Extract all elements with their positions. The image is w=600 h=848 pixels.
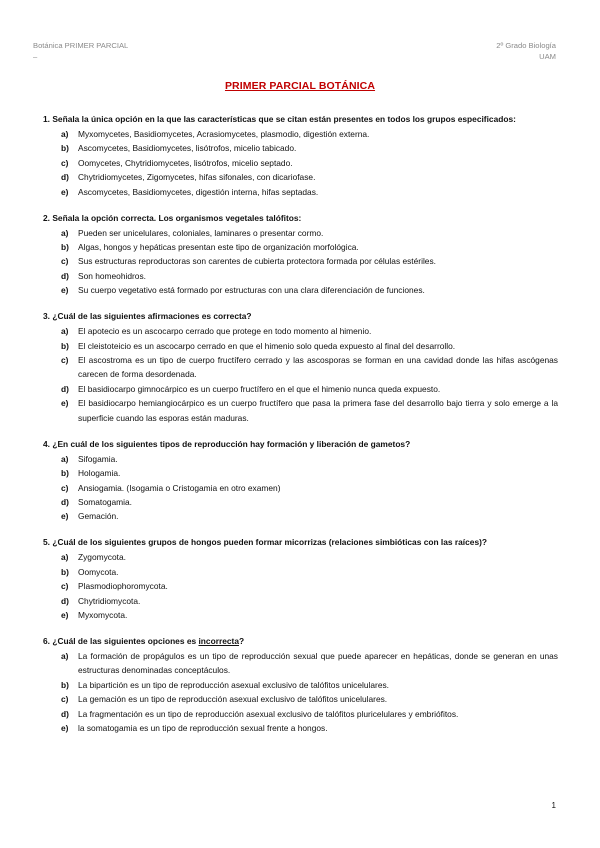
option-item <box>43 452 558 466</box>
page-number: 1 <box>551 801 556 810</box>
option-item <box>43 382 558 396</box>
option-item <box>43 481 558 495</box>
option-list <box>43 649 558 735</box>
option-text: El basidiocarpo hemiangiocárpico es un cuerpo fructífero que pasa la primera fase del desarrollo bajo tierra y solo emerge a la superficie cuando las esporas están maduras. <box>78 398 558 423</box>
question-stem <box>43 635 558 647</box>
option-letter: d) <box>61 595 69 606</box>
option-letter: e) <box>61 609 69 620</box>
option-letter: c) <box>61 157 69 168</box>
option-letter: d) <box>61 383 69 394</box>
option-list <box>43 226 558 298</box>
option-item <box>43 170 558 184</box>
option-letter: a) <box>61 227 69 238</box>
option-letter: e) <box>61 511 69 522</box>
question-stem <box>43 438 558 450</box>
option-text: La fragmentación es un tipo de reproducción asexual exclusivo de talófitos pluricelulares y embriófitos. <box>78 708 459 719</box>
option-text: Chytridiomycota. <box>78 595 141 606</box>
option-text: Gemación. <box>78 511 119 522</box>
question-6 <box>43 635 558 735</box>
option-item <box>43 579 558 593</box>
option-text: Ansiogamia. (Isogamia o Cristogamia en otro examen) <box>78 482 281 493</box>
option-letter: e) <box>61 722 69 733</box>
option-item <box>43 649 558 678</box>
question-text: Señala la única opción en la que las características que se citan están presentes en todos los grupos especificados: <box>52 114 516 124</box>
option-letter: b) <box>61 340 69 351</box>
option-letter: e) <box>61 285 69 296</box>
option-item <box>43 127 558 141</box>
option-item <box>43 678 558 692</box>
option-letter: d) <box>61 270 69 281</box>
question-1 <box>43 113 558 199</box>
option-text: Su cuerpo vegetativo está formado por estructuras con una clara diferenciación de funciones. <box>78 285 425 296</box>
option-text: El basidiocarpo gimnocárpico es un cuerpo fructífero en el que el himenio nunca queda expuesto. <box>78 383 441 394</box>
option-item <box>43 353 558 382</box>
option-letter: b) <box>61 143 69 154</box>
option-item <box>43 396 558 425</box>
option-text: la somatogamia es un tipo de reproducción sexual frente a hongos. <box>78 722 328 733</box>
option-text: La gemación es un tipo de reproducción asexual exclusivo de talófitos unicelulares. <box>78 694 388 705</box>
question-3 <box>43 310 558 425</box>
question-5 <box>43 536 558 622</box>
option-letter: c) <box>61 355 69 366</box>
option-item <box>43 707 558 721</box>
option-letter: b) <box>61 679 69 690</box>
header-degree: 2º Grado Biología <box>496 41 556 50</box>
option-text: Sifogamia. <box>78 453 118 464</box>
option-text: El ascostroma es un tipo de cuerpo fructífero cerrado y las ascosporas se forman en una cavidad donde las hifas ascógenas carecen de forma desordenada. <box>78 355 558 380</box>
option-text: Plasmodiophoromycota. <box>78 581 168 592</box>
option-text: Sus estructuras reproductoras son carentes de cubierta protectora formada por células estériles. <box>78 256 436 267</box>
question-text: ¿Cuál de las siguientes opciones es <box>52 635 199 646</box>
option-list <box>43 324 558 425</box>
option-text: Myxomycetes, Basidiomycetes, Acrasiomycetes, plasmodio, digestión externa. <box>78 129 370 139</box>
option-text: Oomycota. <box>78 566 119 577</box>
option-letter: d) <box>61 496 69 507</box>
option-item <box>43 495 558 509</box>
question-number: 1. <box>43 114 50 124</box>
option-letter: c) <box>61 581 69 592</box>
option-letter: e) <box>61 186 69 197</box>
option-text: Zygomycota. <box>78 552 126 563</box>
option-text: Hologamia. <box>78 468 121 479</box>
question-stem <box>43 536 558 548</box>
question-text: ¿Cuál de los siguientes grupos de hongos pueden formar micorrizas (relaciones simbióticas con las raíces)? <box>52 537 488 548</box>
option-list <box>43 550 558 622</box>
option-text: La bipartición es un tipo de reproducción asexual exclusivo de talófitos unicelulares. <box>78 679 389 690</box>
running-header-left <box>33 40 128 62</box>
option-text: Ascomycetes, Basidiomycetes, lisótrofos, micelio tabicado. <box>78 143 297 154</box>
option-list <box>43 127 558 199</box>
question-number: 4. <box>43 438 50 449</box>
option-text: La formación de propágulos es un tipo de reproducción sexual que puede aparecer en hepáticas, donde se generan en unas estructuras denominadas conceptáculos. <box>78 650 558 676</box>
question-emphasis: incorrecta <box>198 635 239 646</box>
option-letter: c) <box>61 482 69 493</box>
question-text: ¿En cuál de los siguientes tipos de reproducción hay formación y liberación de gametos? <box>52 438 411 449</box>
question-stem <box>43 113 558 125</box>
option-item <box>43 594 558 608</box>
option-item <box>43 240 558 254</box>
option-letter: c) <box>61 256 69 267</box>
option-text: Chytridiomycetes, Zigomycetes, hifas sifonales, con dicariofase. <box>78 172 316 183</box>
page-title: PRIMER PARCIAL BOTÁNICA <box>224 80 376 92</box>
option-text: Algas, hongos y hepáticas presentan este tipo de organización morfológica. <box>78 242 359 253</box>
option-item <box>43 509 558 523</box>
option-item <box>43 254 558 268</box>
option-item <box>43 608 558 622</box>
option-text: El apotecio es un ascocarpo cerrado que protege en todo momento al himenio. <box>78 326 372 337</box>
option-item <box>43 141 558 155</box>
option-text: Ascomycetes, Basidiomycetes, digestión interna, hifas septadas. <box>78 186 319 197</box>
option-item <box>43 692 558 706</box>
question-4 <box>43 438 558 524</box>
running-header-right <box>496 40 556 62</box>
option-letter: b) <box>61 242 69 253</box>
question-text-end: ? <box>238 635 245 646</box>
question-number: 5. <box>43 537 50 548</box>
option-item <box>43 466 558 480</box>
option-letter: c) <box>61 694 69 705</box>
question-number: 3. <box>43 311 50 322</box>
option-item <box>43 324 558 338</box>
option-text: El cleistoteicio es un ascocarpo cerrado en que el himenio solo queda expuesto al final del desarrollo. <box>78 340 456 351</box>
question-text: Señala la opción correcta. Los organismos vegetales talófitos: <box>52 212 302 223</box>
question-2 <box>43 212 558 298</box>
option-letter: a) <box>61 453 69 464</box>
question-number: 2. <box>43 212 50 223</box>
option-item <box>43 339 558 353</box>
option-text: Somatogamia. <box>78 496 132 507</box>
option-text: Myxomycota. <box>78 609 128 620</box>
option-item <box>43 721 558 735</box>
option-text: Pueden ser unicelulares, coloniales, laminares o presentar cormo. <box>78 227 324 238</box>
question-list <box>43 113 558 748</box>
option-letter: a) <box>61 129 69 139</box>
option-letter: a) <box>61 650 69 661</box>
option-letter: d) <box>61 708 69 719</box>
option-item <box>43 185 558 199</box>
option-letter: a) <box>61 326 69 337</box>
option-letter: b) <box>61 468 69 479</box>
option-item <box>43 156 558 170</box>
option-letter: b) <box>61 566 69 577</box>
header-course: Botánica PRIMER PARCIAL <box>33 41 129 50</box>
option-text: Oomycetes, Chytridiomycetes, lisótrofos, micelio septado. <box>78 157 293 168</box>
option-item <box>43 550 558 564</box>
option-letter: d) <box>61 172 69 183</box>
option-letter: a) <box>61 552 69 563</box>
question-stem <box>43 212 558 224</box>
option-item <box>43 226 558 240</box>
question-stem <box>43 310 558 322</box>
option-item <box>43 283 558 297</box>
option-letter: e) <box>61 398 69 409</box>
option-text: Son homeohidros. <box>78 270 146 281</box>
option-item <box>43 565 558 579</box>
question-text: ¿Cuál de las siguientes afirmaciones es correcta? <box>52 311 252 322</box>
header-university: UAM <box>539 52 556 61</box>
header-dash: – <box>33 52 38 61</box>
option-item <box>43 269 558 283</box>
option-list <box>43 452 558 524</box>
question-number: 6. <box>43 635 50 646</box>
